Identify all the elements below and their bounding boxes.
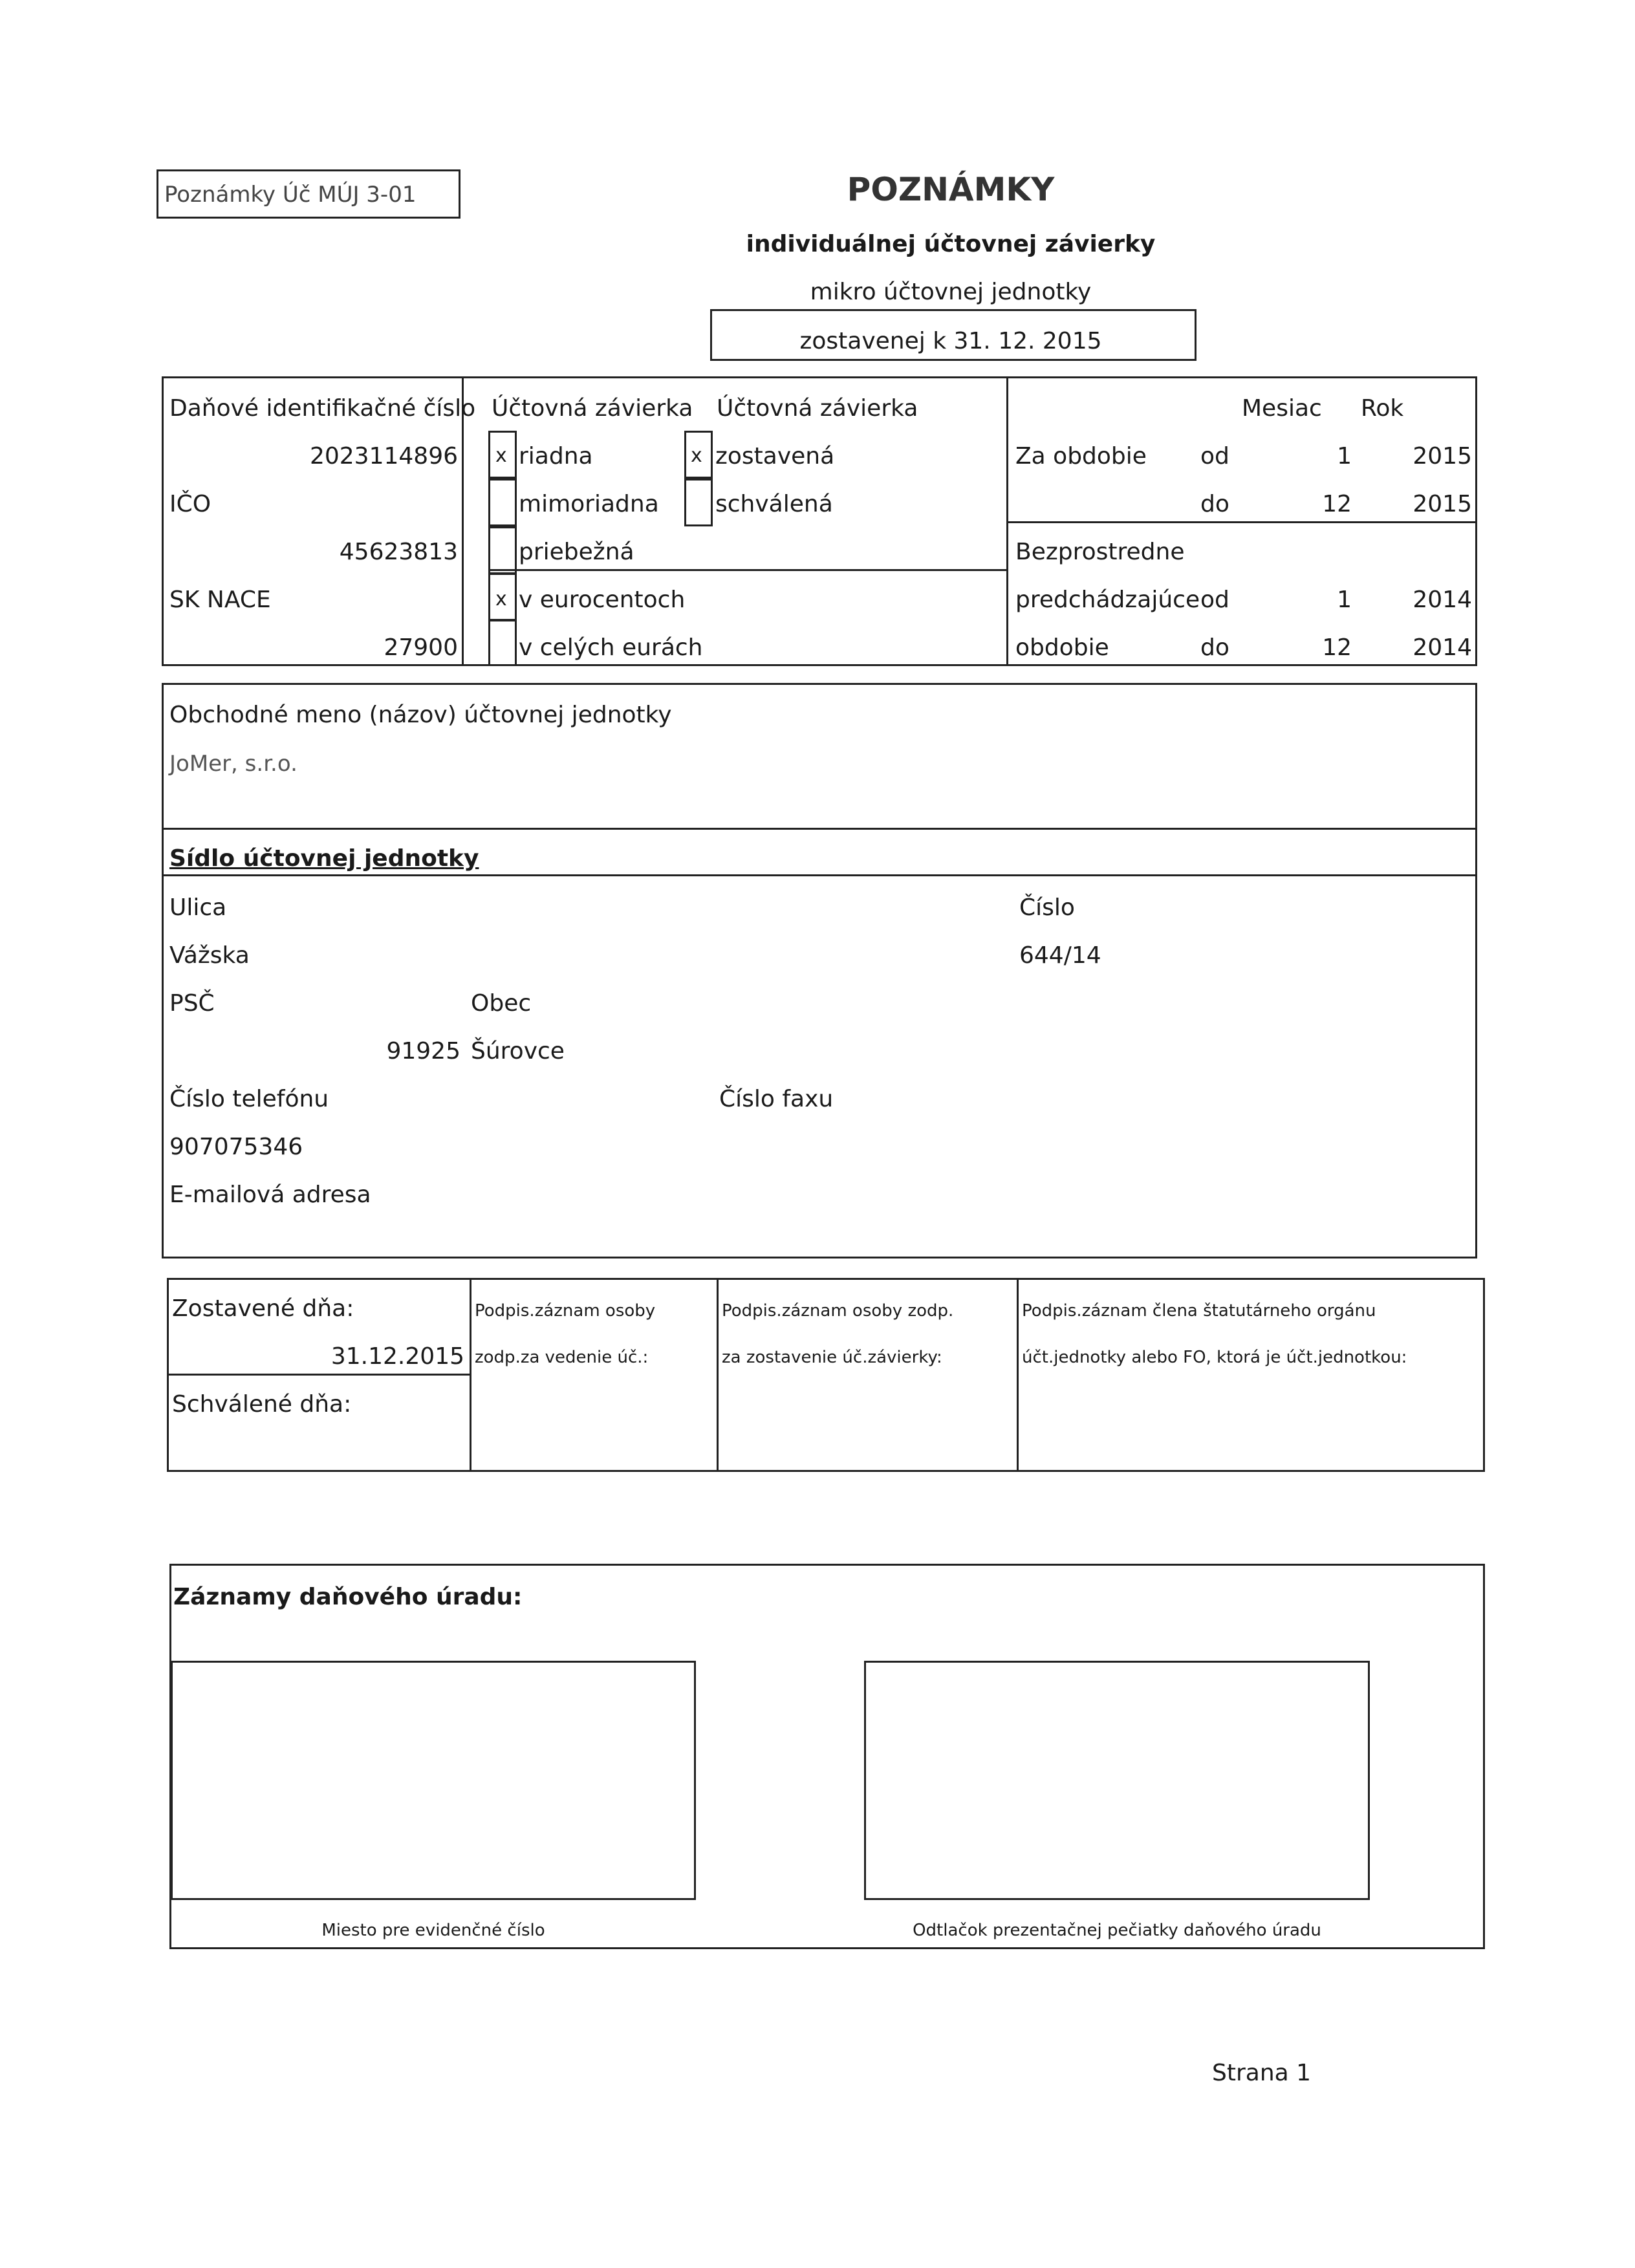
signature-col3-line1: Podpis.záznam člena štatutárneho orgánu (1022, 1301, 1376, 1321)
company-section (162, 683, 1477, 1258)
title-line-2: individuálnej účtovnej závierky (746, 231, 1156, 257)
zostavene-value[interactable]: 31.12.2015 (330, 1343, 464, 1370)
page-title: POZNÁMKY (847, 171, 1055, 208)
divider (1006, 521, 1477, 523)
divider (488, 569, 1006, 571)
ico-value[interactable]: 45623813 (339, 539, 458, 565)
divider (1017, 1278, 1019, 1472)
company-name-value[interactable]: JoMer, s.r.o. (169, 751, 298, 777)
obec-value[interactable]: Šúrovce (471, 1038, 565, 1064)
checkbox-riadna-mark: x (495, 444, 507, 467)
current-do-year[interactable]: 2015 (1413, 491, 1472, 517)
fax-label: Číslo faxu (719, 1086, 834, 1112)
page-number: Strana 1 (1212, 2060, 1312, 2086)
prev-period-label-1: Bezprostredne (1015, 539, 1185, 565)
current-do-label: do (1200, 491, 1229, 517)
psc-value[interactable]: 91925 (386, 1038, 460, 1064)
checkbox-mimoriadna[interactable] (488, 479, 517, 526)
checkbox-eurocentoch-mark: x (495, 588, 507, 610)
nace-label: SK NACE (169, 587, 271, 613)
option-schvalena-label: schválená (715, 491, 833, 517)
current-od-month[interactable]: 1 (1337, 443, 1352, 470)
prev-do-label: do (1200, 634, 1229, 661)
mesiac-header: Mesiac (1242, 395, 1322, 422)
title-line-3: mikro účtovnej jednotky (810, 279, 1092, 305)
rok-header: Rok (1361, 395, 1404, 422)
current-od-year[interactable]: 2015 (1413, 443, 1472, 470)
prev-period-label-3: obdobie (1015, 634, 1109, 661)
divider (162, 874, 1477, 876)
dic-value[interactable]: 2023114896 (309, 443, 458, 470)
tax-office-heading: Záznamy daňového úradu: (173, 1584, 523, 1610)
obec-label: Obec (471, 990, 532, 1017)
divider (717, 1278, 719, 1472)
email-label: E-mailová adresa (169, 1182, 371, 1208)
signature-col1-line1: Podpis.záznam osoby (475, 1301, 656, 1321)
ulica-value[interactable]: Vážska (169, 942, 250, 969)
evidence-number-caption: Miesto pre evidenčné číslo (321, 1921, 545, 1940)
nace-value[interactable]: 27900 (384, 634, 458, 661)
option-eurocentoch-label: v eurocentoch (519, 587, 686, 613)
dic-label: Daňové identifikačné číslo (169, 395, 476, 422)
checkbox-zostavena-mark: x (691, 444, 702, 467)
cislo-value[interactable]: 644/14 (1019, 942, 1101, 969)
stamp-caption: Odtlačok prezentačnej pečiatky daňového úradu (913, 1921, 1321, 1940)
company-name-label: Obchodné meno (názov) účtovnej jednotky (169, 702, 672, 728)
prev-do-month[interactable]: 12 (1322, 634, 1352, 661)
telefon-label: Číslo telefónu (169, 1086, 329, 1112)
telefon-value[interactable]: 907075346 (169, 1134, 303, 1160)
cislo-label: Číslo (1019, 894, 1075, 921)
divider (167, 1374, 470, 1376)
prev-od-label: od (1200, 587, 1229, 613)
zavierka-1-header: Účtovná závierka (492, 395, 693, 422)
signature-col2-line1: Podpis.záznam osoby zodp. (722, 1301, 954, 1321)
signature-col3-line2: účt.jednotky alebo FO, ktorá je účt.jednotkou: (1022, 1348, 1407, 1367)
divider (470, 1278, 471, 1472)
form-code: Poznámky Úč MÚJ 3-01 (164, 182, 417, 208)
prev-od-year[interactable]: 2014 (1413, 587, 1472, 613)
title-line-4: zostavenej k 31. 12. 2015 (799, 328, 1102, 354)
prev-period-label-2: predchádzajúce (1015, 587, 1200, 613)
sidlo-heading: Sídlo účtovnej jednotky (169, 845, 479, 872)
option-celych-eurach-label: v celých eurách (519, 634, 703, 661)
prev-od-month[interactable]: 1 (1337, 587, 1352, 613)
evidence-number-box[interactable] (171, 1661, 696, 1900)
schvalene-label: Schválené dňa: (172, 1391, 352, 1418)
option-riadna-label: riadna (519, 443, 593, 470)
current-do-month[interactable]: 12 (1322, 491, 1352, 517)
signature-col1-line2: zodp.za vedenie úč.: (475, 1348, 649, 1367)
ico-label: IČO (169, 491, 211, 517)
psc-label: PSČ (169, 990, 215, 1017)
zostavene-label: Zostavené dňa: (172, 1295, 354, 1322)
signature-col2-line2: za zostavenie úč.závierky: (722, 1348, 942, 1367)
ulica-label: Ulica (169, 894, 227, 921)
stamp-box[interactable] (864, 1661, 1370, 1900)
checkbox-celych-eurach[interactable] (488, 620, 517, 666)
option-mimoriadna-label: mimoriadna (519, 491, 659, 517)
current-od-label: od (1200, 443, 1229, 470)
prev-do-year[interactable]: 2014 (1413, 634, 1472, 661)
zavierka-2-header: Účtovná závierka (717, 395, 918, 422)
checkbox-schvalena[interactable] (684, 479, 713, 526)
current-period-label: Za obdobie (1015, 443, 1147, 470)
divider (162, 828, 1477, 830)
checkbox-priebezna[interactable] (488, 526, 517, 574)
option-priebezna-label: priebežná (519, 539, 634, 565)
option-zostavena-label: zostavená (715, 443, 835, 470)
